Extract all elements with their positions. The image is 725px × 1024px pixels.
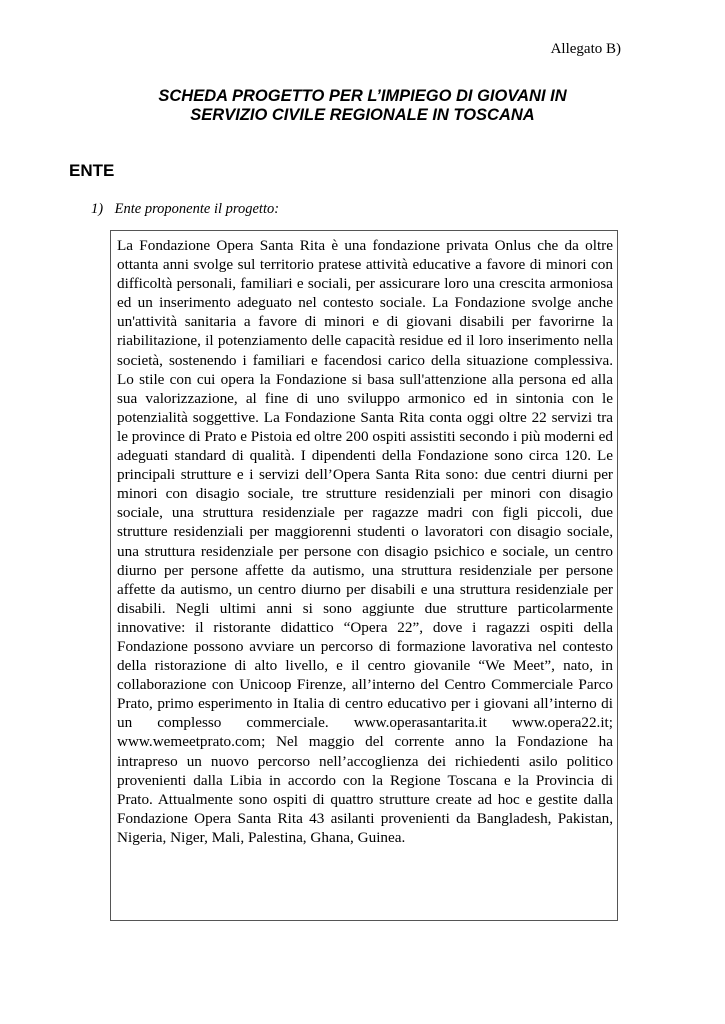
attachment-label: Allegato B) (550, 41, 621, 57)
answer-box (110, 230, 618, 921)
question-number: 1) (91, 201, 104, 217)
document-title (0, 87, 725, 125)
document-title-line-1: SCHEDA PROGETTO PER L’IMPIEGO DI GIOVANI IN (158, 87, 567, 105)
question-text: Ente proponente il progetto: (114, 201, 280, 217)
section-heading: ENTE (69, 161, 115, 180)
document-title-line-2: SERVIZIO CIVILE REGIONALE IN TOSCANA (190, 106, 535, 124)
answer-text: La Fondazione Opera Santa Rita è una fondazione privata Onlus che da oltre ottanta anni svolge sul territorio pratese attività educative a favore di minori con difficoltà personali, familiari e sociali, per assicurare loro una crescita armoniosa ed un inserimento adeguato nel contesto sociale. La Fondazione svolge anche un'attività sanitaria a favore di minori e di giovani disabili per favorirne la riabilitazione, il potenziamento delle capacità residue ed il loro inserimento nella società, sostenendo i familiari e facendosi carico della situazione complessiva. Lo stile con cui opera la Fondazione si basa sull'attenzione alla persona ed alla sua valorizzazione, al fine di uno sviluppo armonico ed in sintonia con le potenzialità soggettive. La Fondazione Santa Rita conta oggi oltre 22 servizi tra le province di Prato e Pistoia ed oltre 200 ospiti assistiti secondo i più moderni ed adeguati standard di qualità. I dipendenti della Fondazione sono circa 120. Le principali strutture e i servizi dell’Opera Santa Rita sono: due centri diurni per minori con disagio sociale, tre strutture residenziali per minori con disagio sociale, una struttura residenziale per ragazze madri con figli piccoli, due strutture residenziali per maggiorenni studenti o lavoratori con disagio sociale, una struttura residenziale per persone con disagio psichico e sociale, un centro diurno per persone affette da autismo, una struttura residenziale per persone affette da autismo, un centro diurno per disabili e una struttura residenziale per disabili. Negli ultimi anni si sono aggiunte due strutture particolarmente innovative: il ristorante didattico “Opera 22”, dove i ragazzi ospiti della Fondazione possono avviare un percorso di formazione lavorativa nel contesto della ristorazione di alto livello, e il centro giovanile “We Meet”, nato, in collaborazione con Unicoop Firenze, all’interno del Centro Commerciale Parco Prato, primo esperimento in Italia di centro educativo per i giovani all’interno di un complesso commerciale. www.operasantarita.it www.opera22.it; www.wemeetprato.com; Nel maggio del corrente anno la Fondazione ha intrapreso un nuovo percorso nell’accoglienza dei richiedenti asilo politico provenienti dalla Libia in accordo con la Regione Toscana e la Provincia di Prato. Attualmente sono ospiti di quattro strutture create ad hoc e gestite dalla Fondazione Opera Santa Rita 43 asilanti provenienti da Bangladesh, Pakistan, Nigeria, Niger, Mali, Palestina, Ghana, Guinea. (117, 237, 613, 846)
question-label (91, 201, 279, 218)
